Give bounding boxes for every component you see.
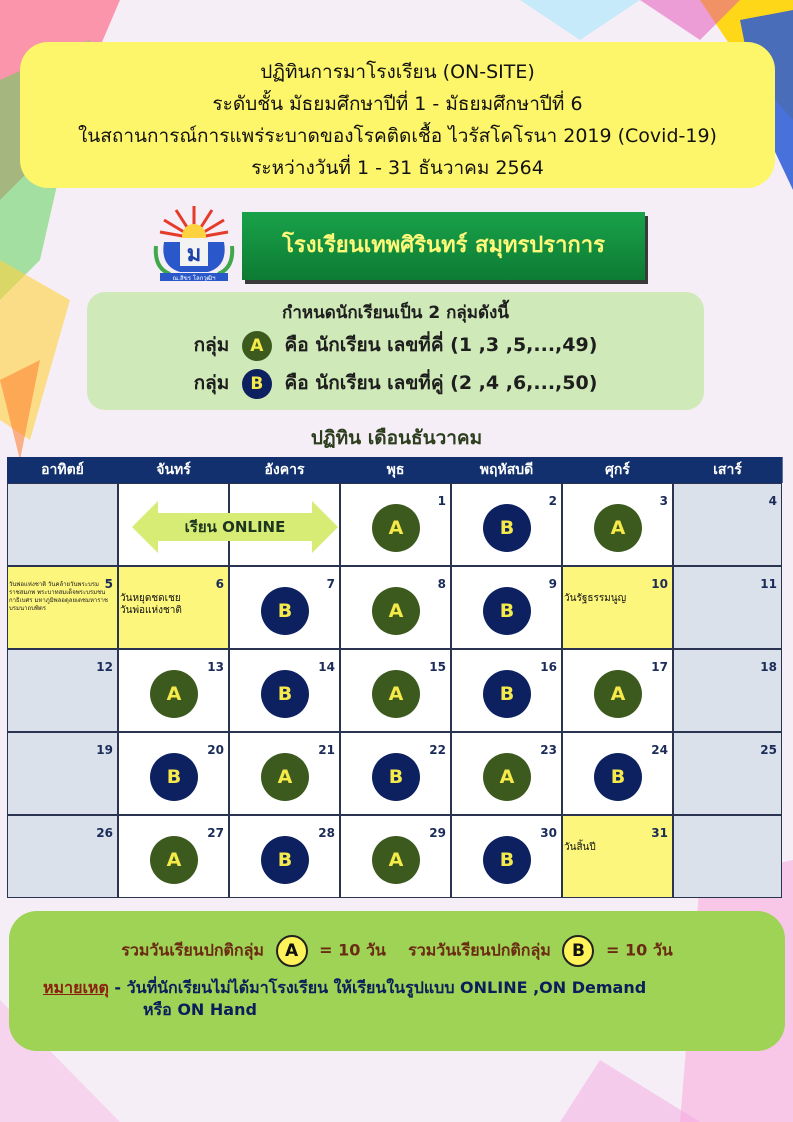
group-b-marker: B [261,587,309,635]
group-b-marker: B [483,504,531,552]
title-banner [20,42,775,188]
calendar-day-cell [673,483,782,566]
group-a-marker: A [372,670,420,718]
day-number: 1 [437,494,446,508]
weekday-header: พฤหัสบดี [451,457,563,483]
calendar-day-cell [451,649,562,732]
calendar-grid [7,457,782,900]
groups-panel [87,292,704,410]
calendar-day-cell [562,566,673,649]
group-b-word: กลุ่ม [193,372,230,394]
day-number: 7 [326,577,335,591]
day-number: 20 [207,743,224,757]
day-number: 29 [429,826,446,840]
group-a-marker: A [150,836,198,884]
weekday-header: พุธ [340,457,452,483]
svg-text:ม: ม [186,242,202,267]
day-number: 6 [215,577,224,591]
group-b-marker: B [483,587,531,635]
day-number: 18 [760,660,777,674]
weekday-header: อาทิตย์ [7,457,119,483]
group-a-marker: A [594,504,642,552]
school-name-banner: โรงเรียนเทพศิรินทร์ สมุทรปราการ [242,212,645,280]
day-number: 15 [429,660,446,674]
day-number: 13 [207,660,224,674]
day-number: 4 [768,494,777,508]
day-number: 23 [540,743,557,757]
weekday-header: จันทร์ [118,457,230,483]
day-number: 30 [540,826,557,840]
title-line-3: ในสถานการณ์การแพร่ระบาดของโรคติดเชื้อ ไวรัสโคโรนา 2019 (Covid-19) [78,125,717,147]
calendar-day-cell [229,732,340,815]
day-number: 12 [96,660,113,674]
group-b-marker: B [483,670,531,718]
day-number: 5 [104,577,113,591]
title-line-2: ระดับชั้น มัธยมศึกษาปีที่ 1 - มัธยมศึกษาปีที่ 6 [212,93,583,115]
calendar-day-cell [673,566,782,649]
group-b-marker: B [261,836,309,884]
calendar-title: ปฏิทิน เดือนธันวาคม [310,427,483,449]
day-number: 25 [760,743,777,757]
group-a-marker: A [594,670,642,718]
day-number: 26 [96,826,113,840]
sum-value-b: = 10 วัน [606,940,673,960]
remark-text: - วันที่นักเรียนไม่ได้มาโรงเรียน ให้เรียนในรูปแบบ ONLINE ,ON Demand [108,978,647,997]
school-emblem-icon [150,202,238,282]
day-number: 19 [96,743,113,757]
title-line-4: ระหว่างวันที่ 1 - 31 ธันวาคม 2564 [251,157,544,179]
calendar-day-cell [340,649,451,732]
holiday-note-small: วันพ่อแห่งชาติ วันคล้ายวันพระบรมราชสมภพ พระบาทสมเด็จพระบรมชนกาธิเบศร มหาภูมิพลอดุลยเดชมหาราช บรมนาถบพิตร [9,581,108,612]
calendar-day-cell [562,483,673,566]
group-a-word: กลุ่ม [193,334,230,356]
sum-badge-a: A [276,935,308,967]
group-b-badge: B [242,369,272,399]
calendar-day-cell [340,566,451,649]
calendar-day-cell [673,732,782,815]
calendar-day-cell [673,815,782,898]
calendar-day-cell [7,649,118,732]
day-number: 31 [651,826,668,840]
calendar-day-cell [340,483,451,566]
day-number: 2 [548,494,557,508]
calendar-day-cell [118,566,229,649]
day-number: 28 [318,826,335,840]
day-number: 24 [651,743,668,757]
calendar-day-cell [340,815,451,898]
title-line-1: ปฏิทินการมาโรงเรียน (ON-SITE) [260,61,535,83]
calendar-day-cell [673,649,782,732]
day-number: 22 [429,743,446,757]
day-number: 9 [548,577,557,591]
group-a-badge: A [242,331,272,361]
calendar-day-cell [562,815,673,898]
day-number: 14 [318,660,335,674]
remark-title: หมายเหตุ [43,978,109,997]
day-number: 11 [760,577,777,591]
calendar-day-cell [451,566,562,649]
holiday-note: วันรัฐธรรมนูญ [564,593,627,604]
day-number: 21 [318,743,335,757]
holiday-note: วันสิ้นปี [564,842,596,853]
day-number: 10 [651,577,668,591]
day-number: 27 [207,826,224,840]
calendar-day-cell [562,649,673,732]
emblem-caption: ณ.สิขร โลกวุฒิฯ [172,275,216,282]
group-a-marker: A [483,753,531,801]
group-a-row [87,326,704,364]
calendar-day-cell [451,815,562,898]
calendar-day-cell [451,483,562,566]
remark [43,977,763,1021]
group-a-marker: A [372,504,420,552]
group-b-marker: B [261,670,309,718]
day-number: 3 [659,494,668,508]
weekday-header: ศุกร์ [562,457,674,483]
sum-badge-b: B [562,935,594,967]
calendar-day-cell [7,732,118,815]
day-number: 17 [651,660,668,674]
calendar-day-cell [229,815,340,898]
group-b-marker: B [594,753,642,801]
group-b-text: คือ นักเรียน เลขที่คู่ (2 ,4 ,6,...,50) [284,372,598,394]
sum-prefix-b: รวมวันเรียนปกติกลุ่ม [408,940,551,960]
holiday-note: วันหยุดชดเชย วันพ่อแห่งชาติ [120,593,182,616]
summary-line [9,935,785,967]
summary-panel [9,911,785,1051]
calendar-day-cell [562,732,673,815]
remark-text-2: หรือ ON Hand [143,1000,257,1019]
day-number: 16 [540,660,557,674]
calendar-day-cell [451,732,562,815]
day-number: 8 [437,577,446,591]
group-b-marker: B [372,753,420,801]
groups-title: กำหนดนักเรียนเป็น 2 กลุ่มดังนี้ [282,303,509,323]
weekday-header: เสาร์ [673,457,783,483]
group-a-marker: A [372,836,420,884]
sum-prefix-a: รวมวันเรียนปกติกลุ่ม [121,940,264,960]
group-a-marker: A [372,587,420,635]
online-label: เรียน ONLINE [184,518,286,536]
group-b-row [87,364,704,402]
calendar-day-cell [229,566,340,649]
sum-value-a: = 10 วัน [319,940,386,960]
group-b-marker: B [483,836,531,884]
weekday-header: อังคาร [229,457,341,483]
group-a-text: คือ นักเรียน เลขที่คี่ (1 ,3 ,5,...,49) [284,334,598,356]
calendar-day-cell [118,649,229,732]
calendar-day-cell [7,566,118,649]
group-b-marker: B [150,753,198,801]
calendar-day-cell [340,732,451,815]
group-a-marker: A [261,753,309,801]
group-a-marker: A [150,670,198,718]
calendar-day-cell [118,815,229,898]
calendar-day-cell [229,649,340,732]
calendar-day-cell [7,815,118,898]
calendar-day-cell [118,732,229,815]
calendar-day-cell [7,483,118,566]
